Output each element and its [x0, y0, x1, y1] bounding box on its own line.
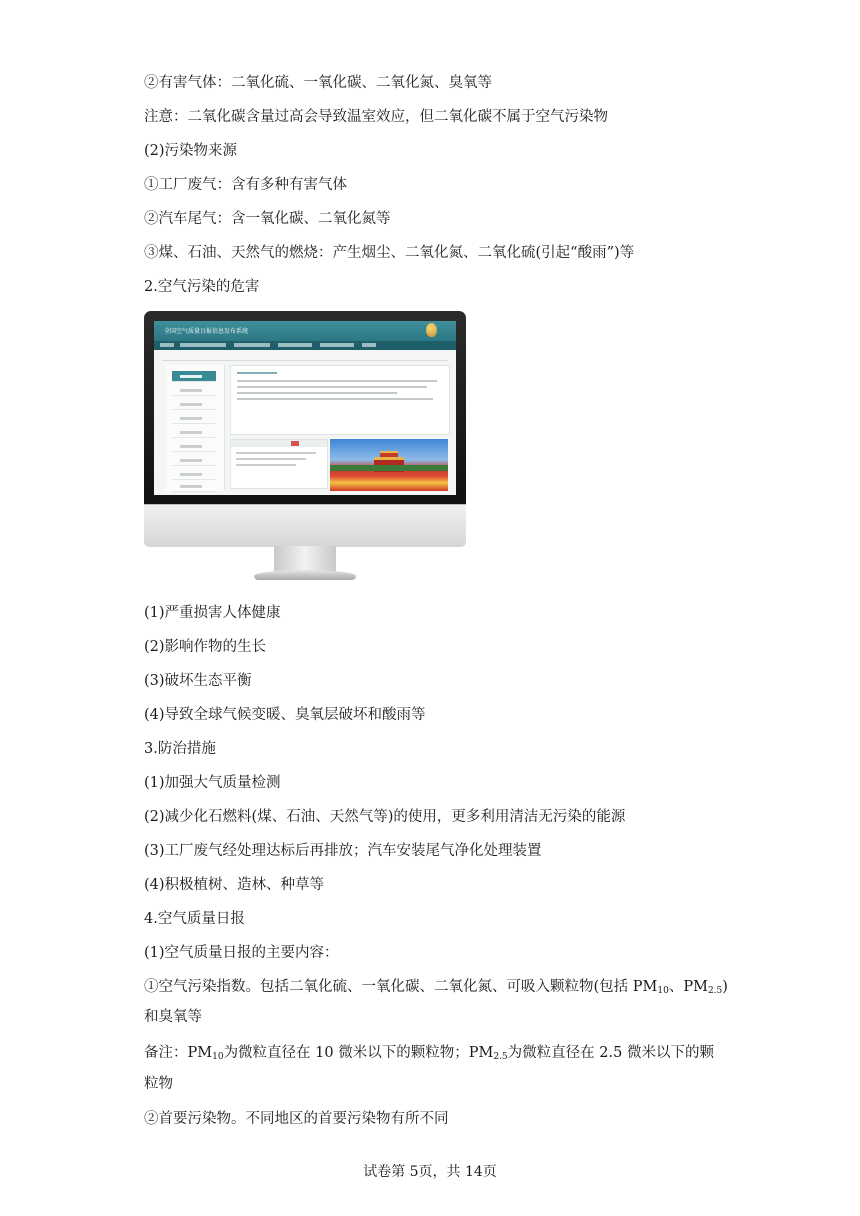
screen-main — [230, 365, 448, 491]
line: ①工厂废气：含有多种有害气体 — [144, 177, 347, 193]
line: (3)工厂废气经处理达标后再排放；汽车安装尾气净化处理装置 — [144, 843, 542, 859]
line: (1)加强大气质量检测 — [144, 775, 281, 791]
monitor-figure — [144, 311, 466, 583]
page-footer: 试卷第 5页，共 14页 — [363, 1164, 497, 1180]
tiananmen-photo — [330, 439, 448, 491]
section-heading: 4.空气质量日报 — [144, 911, 245, 927]
screen-panel — [230, 365, 450, 435]
monitor-neck — [274, 546, 336, 572]
subscript: 10 — [657, 986, 669, 996]
line — [144, 1044, 714, 1062]
screen-breadcrumb — [162, 355, 448, 361]
line: (2)污染物来源 — [144, 143, 238, 159]
text: 为微粒直径在 2.5 微米以下的颗 — [507, 1045, 714, 1061]
line: (1)空气质量日报的主要内容： — [144, 945, 339, 961]
line: (1)严重损害人体健康 — [144, 605, 281, 621]
text: 、PM — [668, 979, 708, 995]
line: ②首要污染物。不同地区的首要污染物有所不同 — [144, 1111, 449, 1127]
text: ) — [722, 979, 728, 995]
subscript: 2.5 — [707, 986, 723, 996]
line: (4)积极植树、造林、种草等 — [144, 877, 325, 893]
line: (2)减少化石燃料(煤、石油、天然气等)的使用，更多利用清洁无污染的能源 — [144, 809, 626, 825]
text: 为微粒直径在 10 微米以下的颗粒物；PM — [223, 1045, 494, 1061]
subscript: 10 — [212, 1052, 224, 1062]
line: ②汽车尾气：含一氧化碳、二氧化氮等 — [144, 211, 391, 227]
monitor-bezel — [144, 311, 466, 504]
section-heading: 3.防治措施 — [144, 741, 216, 757]
text: 备注：PM — [144, 1045, 213, 1061]
subscript: 2.5 — [493, 1052, 508, 1062]
monitor-chin — [144, 504, 466, 547]
screen-nav — [154, 341, 456, 350]
line: (4)导致全球气候变暖、臭氧层破坏和酸雨等 — [144, 707, 426, 723]
line: 粒物 — [144, 1076, 173, 1092]
line: (2)影响作物的生长 — [144, 639, 267, 655]
monitor-foot — [254, 570, 356, 580]
screen-header — [154, 321, 456, 341]
screen-title: 全国空气质量日报信息发布系统 — [164, 328, 249, 335]
text: ①空气污染指数。包括二氧化硫、一氧化碳、二氧化氮、可吸入颗粒物(包括 PM — [144, 979, 658, 995]
line — [144, 978, 728, 996]
line: (3)破坏生态平衡 — [144, 673, 252, 689]
line: 注意：二氧化碳含量过高会导致温室效应，但二氧化碳不属于空气污染物 — [144, 109, 608, 125]
line: 和臭氧等 — [144, 1009, 202, 1025]
screen-form — [230, 439, 328, 489]
balloon-icon — [426, 323, 437, 337]
line: ③煤、石油、天然气的燃烧：产生烟尘、二氧化氮、二氧化硫(引起“酸雨”)等 — [144, 245, 635, 261]
monitor-screen — [154, 321, 456, 495]
screen-sidebar — [166, 365, 225, 491]
line: ②有害气体：二氧化硫、一氧化碳、二氧化氮、臭氧等 — [144, 75, 492, 91]
section-heading: 2.空气污染的危害 — [144, 279, 260, 295]
